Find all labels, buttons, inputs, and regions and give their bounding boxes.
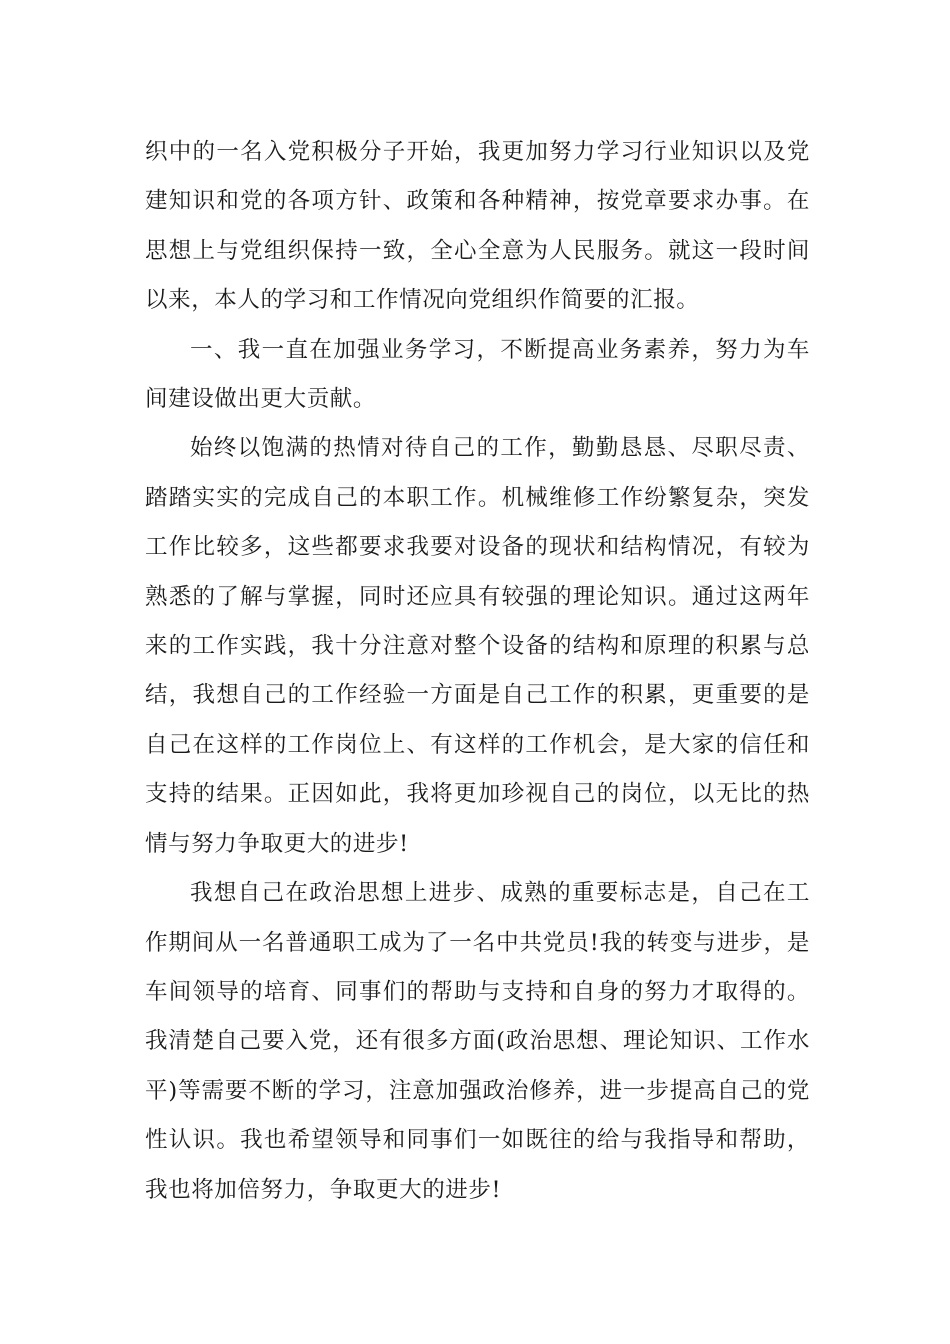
paragraph-section-heading: 一、我一直在加强业务学习，不断提高业务素养，努力为车间建设做出更大贡献。 — [145, 336, 810, 413]
paragraph-political-progress: 我想自己在政治思想上进步、成熟的重要标志是，自己在工作期间从一名普通职工成为了一名中共党员!我的转变与进步，是车间领导的培育、同事们的帮助与支持和自身的努力才取得的。我清楚自己要入党，还有很多方面(政治思想、理论知识、工作水平)等需要不断的学习，注意加强政治修养，进一步提高自己的党性认识。我也希望领导和同事们一如既往的给与我指导和帮助，我也将加倍努力，争取更大的进步! — [145, 880, 810, 1203]
document-body — [145, 128, 810, 1215]
paragraph-continuation: 织中的一名入党积极分子开始，我更加努力学习行业知识以及党建知识和党的各项方针、政策和各种精神，按党章要求办事。在思想上与党组织保持一致，全心全意为人民服务。就这一段时间以来，本人的学习和工作情况向党组织作简要的汇报。 — [145, 139, 810, 314]
paragraph-work-attitude: 始终以饱满的热情对待自己的工作，勤勤恳恳、尽职尽责、踏踏实实的完成自己的本职工作。机械维修工作纷繁复杂，突发工作比较多，这些都要求我要对设备的现状和结构情况，有较为熟悉的了解与掌握，同时还应具有较强的理论知识。通过这两年来的工作实践，我十分注意对整个设备的结构和原理的积累与总结，我想自己的工作经验一方面是自己工作的积累，更重要的是自己在这样的工作岗位上、有这样的工作机会，是大家的信任和支持的结果。正因如此，我将更加珍视自己的岗位，以无比的热情与努力争取更大的进步! — [145, 435, 810, 857]
